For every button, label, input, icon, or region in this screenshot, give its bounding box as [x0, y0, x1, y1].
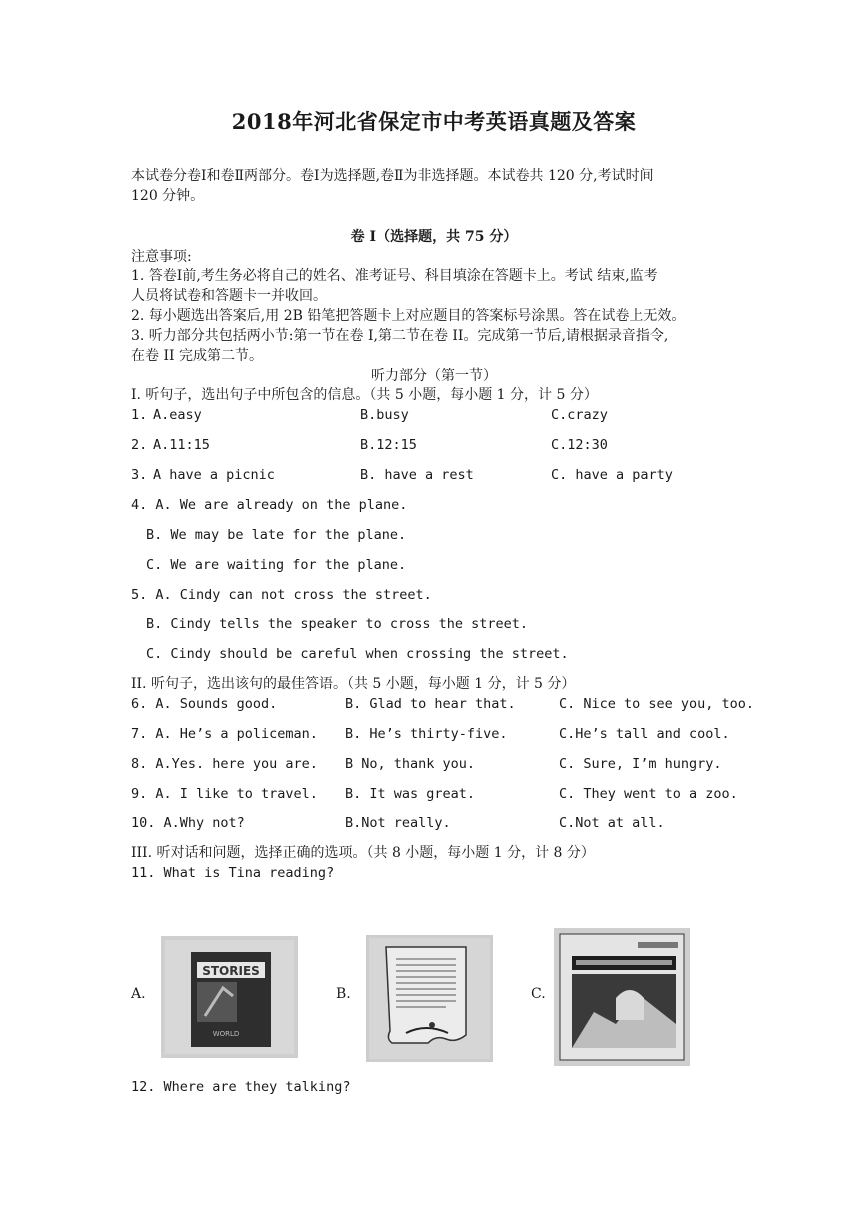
q8-option-b: B No, thank you.	[345, 756, 476, 772]
notice-line-3: 2. 每小题选出答案后,用 2B 铅笔把答题卡上对应题目的答案标号涂黑。答在试卷上无效。	[131, 308, 686, 324]
newspaper-image	[554, 928, 690, 1066]
q11-question: 11. What is Tina reading?	[131, 865, 335, 881]
q4-option-b: B. We may be late for the plane.	[146, 527, 407, 543]
q6-option-b: B. Glad to hear that.	[345, 696, 516, 712]
q2-option-a: A.11:15	[153, 437, 210, 453]
book-image	[161, 936, 298, 1058]
svg-text:WORLD: WORLD	[212, 1030, 240, 1038]
letter-image	[366, 935, 493, 1062]
q10-option-c: C.Not at all.	[559, 815, 665, 831]
q6-option-a: 6. A. Sounds good.	[131, 696, 278, 712]
part2-heading: II. 听句子，选出该句的最佳答语。（共 5 小题，每小题 1 分，计 5 分）	[131, 676, 576, 692]
notice-line-2: 人员将试卷和答题卡一并收回。	[131, 288, 327, 304]
q7-option-b: B. He’s thirty-five.	[345, 726, 508, 742]
q9-option-b: B. It was great.	[345, 786, 476, 802]
q12-question: 12. Where are they talking?	[131, 1079, 351, 1095]
intro-line-1: 本试卷分卷Ⅰ和卷Ⅱ两部分。卷Ⅰ为选择题,卷Ⅱ为非选择题。本试卷共 120 分,考试时间	[131, 168, 654, 184]
q3-option-c: C. have a party	[551, 467, 673, 483]
q2-option-b: B.12:15	[360, 437, 417, 453]
q10-option-a: 10. A.Why not?	[131, 815, 245, 831]
q7-option-a: 7. A. He’s a policeman.	[131, 726, 318, 742]
notice-line-4: 3. 听力部分共包括两小节:第一节在卷 I,第二节在卷 II。完成第一节后,请根据录音指令,	[131, 328, 669, 344]
q6-option-c: C. Nice to see you, too.	[559, 696, 755, 712]
svg-text:STORIES: STORIES	[202, 964, 260, 978]
q1-number: 1.	[131, 407, 148, 423]
page-title: 2018年河北省保定市中考英语真题及答案	[231, 109, 637, 134]
q5-option-c: C. Cindy should be careful when crossing the street.	[146, 646, 569, 662]
q2-option-c: C.12:30	[551, 437, 608, 453]
intro-line-2: 120 分钟。	[131, 188, 205, 204]
q4-option-c: C. We are waiting for the plane.	[146, 557, 407, 573]
q9-option-c: C. They went to a zoo.	[559, 786, 738, 802]
q5-option-b: B. Cindy tells the speaker to cross the street.	[146, 616, 529, 632]
q1-option-a: A.easy	[153, 407, 202, 423]
q1-option-c: C.crazy	[551, 407, 608, 423]
q3-option-b: B. have a rest	[360, 467, 474, 483]
q3-number: 3.	[131, 467, 148, 483]
part1-heading: I. 听句子，选出句子中所包含的信息。（共 5 小题，每小题 1 分，计 5 分）	[131, 387, 598, 403]
q5-option-a: 5. A. Cindy can not cross the street.	[131, 587, 432, 603]
q11-label-a: A.	[131, 986, 146, 1002]
q8-option-a: 8. A.Yes. here you are.	[131, 756, 318, 772]
q11-label-b: B.	[336, 986, 351, 1002]
q4-option-a: 4. A. We are already on the plane.	[131, 497, 408, 513]
section-heading: 卷 I（选择题，共 75 分）	[350, 229, 518, 245]
q11-label-c: C.	[531, 986, 546, 1002]
q3-option-a: A have a picnic	[153, 467, 275, 483]
q10-option-b: B.Not really.	[345, 815, 451, 831]
q8-option-c: C. Sure, I’m hungry.	[559, 756, 722, 772]
q1-option-b: B.busy	[360, 407, 409, 423]
notice-line-1: 1. 答卷Ⅰ前,考生务必将自己的姓名、准考证号、科目填涂在答题卡上。考试 结束,监考	[131, 268, 658, 284]
notice-line-5: 在卷 II 完成第二节。	[131, 348, 263, 364]
notice-heading: 注意事项:	[131, 249, 192, 265]
q7-option-c: C.He’s tall and cool.	[559, 726, 730, 742]
q9-option-a: 9. A. I like to travel.	[131, 786, 318, 802]
q2-number: 2.	[131, 437, 148, 453]
part3-heading: III. 听对话和问题，选择正确的选项。（共 8 小题，每小题 1 分，计 8 分）	[131, 845, 595, 861]
listening-heading: 听力部分（第一节）	[371, 368, 497, 384]
